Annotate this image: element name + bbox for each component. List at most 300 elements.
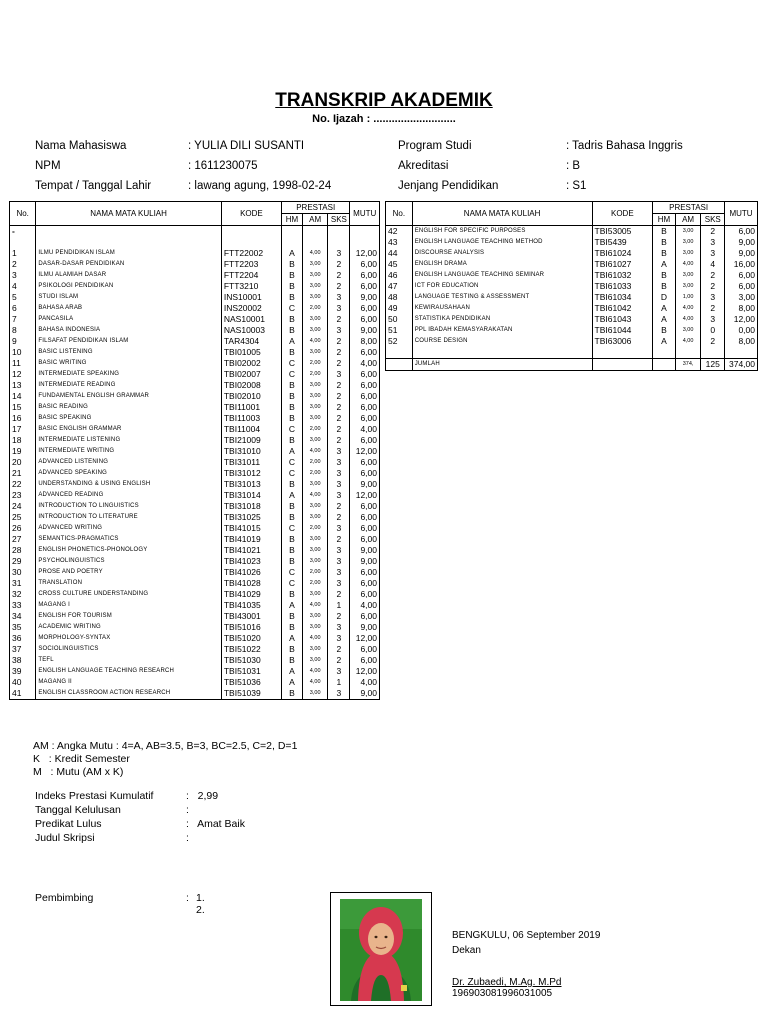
cell-kode: TBI11004 xyxy=(221,424,281,435)
skripsi-label: Judul Skripsi xyxy=(35,832,95,844)
cell-hm: B xyxy=(281,402,302,413)
cell-sks: 3 xyxy=(328,578,350,589)
cell-no: 38 xyxy=(10,655,36,666)
cell-am: 4,00 xyxy=(303,677,328,688)
cell-mutu: 6,00 xyxy=(350,347,380,358)
table-row xyxy=(10,413,380,424)
cell-am: 3,00 xyxy=(303,380,328,391)
cell-kode: TBI43001 xyxy=(221,611,281,622)
cell-sks: 3 xyxy=(328,545,350,556)
cell-nama: SOCIOLINGUISTICS xyxy=(36,644,222,655)
cell-mutu: 8,00 xyxy=(725,336,758,347)
cell-nama: INTERMEDIATE LISTENING xyxy=(36,435,222,446)
cell-mutu: 9,00 xyxy=(725,248,758,259)
col-kode: KODE xyxy=(221,202,281,226)
cell-am: 3,00 xyxy=(303,589,328,600)
lulus-label: Tanggal Kelulusan xyxy=(35,804,121,816)
cell-hm: B xyxy=(281,688,302,700)
table-row xyxy=(10,622,380,633)
table-row xyxy=(10,501,380,512)
cell-kode: TBI41028 xyxy=(221,578,281,589)
cell-kode: TBI31010 xyxy=(221,446,281,457)
cell-kode: TBI31011 xyxy=(221,457,281,468)
cell-nama: PSYCHOLINGUISTICS xyxy=(36,556,222,567)
col-sks: SKS xyxy=(701,214,725,226)
cell-am: 3,00 xyxy=(303,534,328,545)
jumlah-sks: 125 xyxy=(701,359,725,371)
cell-nama: STATISTIKA PENDIDIKAN xyxy=(412,314,592,325)
npm-value: : 1611230075 xyxy=(188,160,258,172)
lulus-value: : xyxy=(186,804,189,816)
cell-kode: TBI11003 xyxy=(221,413,281,424)
cell-hm: A xyxy=(281,490,302,501)
cell-mutu: 6,00 xyxy=(725,281,758,292)
cell-nama: MAGANG II xyxy=(36,677,222,688)
cell-kode: TBI02008 xyxy=(221,380,281,391)
cell-mutu: 6,00 xyxy=(350,391,380,402)
cell-nama: ILMU ALAMIAH DASAR xyxy=(36,270,222,281)
cell-nama: INTERMEDIATE READING xyxy=(36,380,222,391)
cell-no: 45 xyxy=(386,259,413,270)
cell-no: 51 xyxy=(386,325,413,336)
cell-hm: B xyxy=(281,501,302,512)
cell-kode: TBI51039 xyxy=(221,688,281,700)
cell-mutu: 9,00 xyxy=(350,292,380,303)
cell-sks: 2 xyxy=(328,589,350,600)
cell-nama: MAGANG I xyxy=(36,600,222,611)
jumlah-label: JUMLAH xyxy=(412,359,592,371)
cell-nama: ACADEMIC WRITING xyxy=(36,622,222,633)
cell-sks: 2 xyxy=(701,270,725,281)
prodi-label: Program Studi xyxy=(398,140,472,152)
cell-kode: TBI41015 xyxy=(221,523,281,534)
cell-am: 3,00 xyxy=(303,611,328,622)
cell-nama: ENGLISH LANGUAGE TEACHING METHOD xyxy=(412,237,592,248)
cell-mutu: 6,00 xyxy=(725,270,758,281)
cell-nama: BAHASA ARAB xyxy=(36,303,222,314)
cell-no: 12 xyxy=(10,369,36,380)
cell-sks: 2 xyxy=(701,226,725,238)
cell-nama: ENGLISH DRAMA xyxy=(412,259,592,270)
col-am: AM xyxy=(675,214,701,226)
cell-no: 42 xyxy=(386,226,413,238)
table-row xyxy=(386,237,758,248)
table-row xyxy=(386,248,758,259)
cell-hm: B xyxy=(281,391,302,402)
table-row xyxy=(386,336,758,347)
cell-nama: LANGUAGE TESTING & ASSESSMENT xyxy=(412,292,592,303)
cell-sks: 2 xyxy=(328,281,350,292)
blank-row xyxy=(386,347,758,359)
table-row xyxy=(10,556,380,567)
cell-mutu: 9,00 xyxy=(350,688,380,700)
cell-kode: TBI41026 xyxy=(221,567,281,578)
cell-kode: NAS10003 xyxy=(221,325,281,336)
cell-sks: 1 xyxy=(328,600,350,611)
cell-no: 48 xyxy=(386,292,413,303)
sign-nip: 196903081996031005 xyxy=(452,988,553,999)
cell-no: 40 xyxy=(10,677,36,688)
cell-nama: ENGLISH CLASSROOM ACTION RESEARCH xyxy=(36,688,222,700)
table-row xyxy=(10,666,380,677)
table-row xyxy=(10,314,380,325)
cell-hm: A xyxy=(281,446,302,457)
cell-no: 41 xyxy=(10,688,36,700)
ijazah-number: No. Ijazah : ........................... xyxy=(312,113,456,125)
col-nama: NAMA MATA KULIAH xyxy=(412,202,592,226)
jumlah-row xyxy=(386,359,758,371)
cell-kode: TBI61024 xyxy=(592,248,653,259)
cell-mutu: 6,00 xyxy=(350,578,380,589)
cell-am: 4,00 xyxy=(303,336,328,347)
cell-no: 49 xyxy=(386,303,413,314)
cell-no: 16 xyxy=(10,413,36,424)
cell-sks: 3 xyxy=(328,567,350,578)
cell-nama: ENGLISH LANGUAGE TEACHING RESEARCH xyxy=(36,666,222,677)
cell-mutu: 12,00 xyxy=(350,446,380,457)
table-row xyxy=(10,688,380,700)
cell-hm: B xyxy=(281,314,302,325)
table-row xyxy=(10,523,380,534)
skripsi-value: : xyxy=(186,832,189,844)
cell-kode: TBI61027 xyxy=(592,259,653,270)
legend-m: M : Mutu (AM x K) xyxy=(33,766,124,778)
cell-no: 13 xyxy=(10,380,36,391)
cell-am: 2,00 xyxy=(303,567,328,578)
pembimbing-label: Pembimbing xyxy=(35,892,94,904)
cell-am: 3,00 xyxy=(303,259,328,270)
sign-place-date: BENGKULU, 06 September 2019 xyxy=(452,930,601,941)
cell-am: 2,00 xyxy=(303,358,328,369)
cell-no: 2 xyxy=(10,259,36,270)
akreditasi-value: : B xyxy=(566,160,581,172)
cell-sks: 2 xyxy=(328,358,350,369)
cell-nama: PROSE AND POETRY xyxy=(36,567,222,578)
cell-mutu: 6,00 xyxy=(725,226,758,238)
cell-am: 3,00 xyxy=(303,347,328,358)
cell-no: 36 xyxy=(10,633,36,644)
cell-hm: B xyxy=(281,545,302,556)
cell-sks: 2 xyxy=(701,336,725,347)
cell-am: 2,00 xyxy=(303,578,328,589)
cell-sks: 2 xyxy=(701,303,725,314)
cell-hm: B xyxy=(281,435,302,446)
cell-nama: ENGLISH LANGUAGE TEACHING SEMINAR xyxy=(412,270,592,281)
cell-no: 18 xyxy=(10,435,36,446)
cell-sks: 0 xyxy=(701,325,725,336)
cell-am: 3,00 xyxy=(303,556,328,567)
cell-hm: A xyxy=(281,633,302,644)
cell-no: 29 xyxy=(10,556,36,567)
table-row xyxy=(386,292,758,303)
cell-mutu: 6,00 xyxy=(350,512,380,523)
student-photo xyxy=(331,893,431,1005)
cell-nama: PPL IBADAH KEMASYARAKATAN xyxy=(412,325,592,336)
col-prestasi: PRESTASI xyxy=(281,202,350,214)
cell-nama: INTERMEDIATE SPEAKING xyxy=(36,369,222,380)
table-row xyxy=(10,468,380,479)
cell-mutu: 9,00 xyxy=(350,556,380,567)
cell-hm: B xyxy=(281,622,302,633)
table-row xyxy=(10,677,380,688)
cell-sks: 2 xyxy=(328,270,350,281)
cell-sks: 3 xyxy=(701,237,725,248)
cell-am: 4,00 xyxy=(303,600,328,611)
cell-kode: TBI02002 xyxy=(221,358,281,369)
cell-am: 4,00 xyxy=(303,490,328,501)
cell-nama: MORPHOLOGY-SYNTAX xyxy=(36,633,222,644)
cell-hm: C xyxy=(281,424,302,435)
cell-mutu: 6,00 xyxy=(350,644,380,655)
cell-sks: 3 xyxy=(328,248,350,259)
table-row xyxy=(10,578,380,589)
table-row xyxy=(10,380,380,391)
cell-kode: TBI61044 xyxy=(592,325,653,336)
cell-sks: 3 xyxy=(328,468,350,479)
cell-nama: ENGLISH PHONETICS-PHONOLOGY xyxy=(36,545,222,556)
cell-am: 3,00 xyxy=(303,435,328,446)
table-row xyxy=(10,600,380,611)
table-row xyxy=(386,325,758,336)
cell-nama: COURSE DESIGN xyxy=(412,336,592,347)
table-row xyxy=(10,435,380,446)
predikat-label: Predikat Lulus xyxy=(35,818,102,830)
cell-nama: SEMANTICS-PRAGMATICS xyxy=(36,534,222,545)
cell-hm: D xyxy=(653,292,676,303)
cell-mutu: 3,00 xyxy=(725,292,758,303)
table-row xyxy=(10,402,380,413)
legend-k: K : Kredit Semester xyxy=(33,753,130,765)
table-row xyxy=(386,314,758,325)
cell-mutu: 6,00 xyxy=(350,314,380,325)
cell-am: 1,00 xyxy=(675,292,701,303)
cell-kode: TBI51030 xyxy=(221,655,281,666)
npm-label: NPM xyxy=(35,160,61,172)
cell-sks: 2 xyxy=(328,501,350,512)
cell-nama: DISCOURSE ANALYSIS xyxy=(412,248,592,259)
cell-mutu: 6,00 xyxy=(350,380,380,391)
cell-mutu: 16,00 xyxy=(725,259,758,270)
ttl-value: : lawang agung, 1998-02-24 xyxy=(188,180,332,192)
cell-hm: B xyxy=(653,281,676,292)
cell-no: 52 xyxy=(386,336,413,347)
cell-am: 4,00 xyxy=(303,666,328,677)
transcript-table-left xyxy=(9,201,380,700)
cell-kode: TBI51036 xyxy=(221,677,281,688)
col-prestasi: PRESTASI xyxy=(653,202,725,214)
cell-am: 4,00 xyxy=(303,633,328,644)
cell-sks: 2 xyxy=(701,281,725,292)
cell-mutu: 12,00 xyxy=(350,666,380,677)
cell-sks: 3 xyxy=(701,292,725,303)
nama-value: : YULIA DILI SUSANTI xyxy=(188,140,305,152)
cell-hm: B xyxy=(281,270,302,281)
cell-sks: 3 xyxy=(328,446,350,457)
table-row xyxy=(10,644,380,655)
cell-hm: B xyxy=(281,611,302,622)
table-row xyxy=(10,567,380,578)
cell-am: 3,00 xyxy=(303,622,328,633)
cell-mutu: 6,00 xyxy=(350,611,380,622)
cell-mutu: 6,00 xyxy=(350,523,380,534)
cell-no: 30 xyxy=(10,567,36,578)
table-row xyxy=(10,336,380,347)
cell-hm: C xyxy=(281,358,302,369)
cell-am: 3,00 xyxy=(303,512,328,523)
cell-nama: FILSAFAT PENDIDIKAN ISLAM xyxy=(36,336,222,347)
table-row xyxy=(10,457,380,468)
cell-kode: TBI31012 xyxy=(221,468,281,479)
cell-no: 28 xyxy=(10,545,36,556)
transcript-table-right xyxy=(385,201,758,371)
cell-am: 3,00 xyxy=(303,314,328,325)
cell-am: 3,00 xyxy=(303,688,328,700)
table-row xyxy=(10,270,380,281)
cell-mutu: 6,00 xyxy=(350,281,380,292)
cell-hm: B xyxy=(653,325,676,336)
cell-mutu: 6,00 xyxy=(350,534,380,545)
cell-nama: KEWIRAUSAHAAN xyxy=(412,303,592,314)
cell-mutu: 9,00 xyxy=(350,545,380,556)
col-mutu: MUTU xyxy=(725,202,758,226)
cell-hm: B xyxy=(281,325,302,336)
cell-nama: BASIC SPEAKING xyxy=(36,413,222,424)
cell-no: 26 xyxy=(10,523,36,534)
cell-sks: 3 xyxy=(328,369,350,380)
cell-sks: 3 xyxy=(328,688,350,700)
cell-nama: ADVANCED SPEAKING xyxy=(36,468,222,479)
cell-no: 20 xyxy=(10,457,36,468)
sign-name: Dr. Zubaedi, M.Ag. M.Pd xyxy=(452,977,562,988)
col-kode: KODE xyxy=(592,202,653,226)
cell-sks: 2 xyxy=(328,512,350,523)
cell-nama: STUDI ISLAM xyxy=(36,292,222,303)
table-row xyxy=(10,655,380,666)
cell-nama: ENGLISH FOR SPECIFIC PURPOSES xyxy=(412,226,592,238)
cell-mutu: 9,00 xyxy=(350,479,380,490)
cell-am: 3,00 xyxy=(303,501,328,512)
cell-hm: B xyxy=(281,281,302,292)
cell-hm: A xyxy=(653,314,676,325)
cell-no: 8 xyxy=(10,325,36,336)
table-row xyxy=(10,369,380,380)
cell-mutu: 6,00 xyxy=(350,303,380,314)
table-row xyxy=(10,446,380,457)
cell-no: 11 xyxy=(10,358,36,369)
table-row xyxy=(10,633,380,644)
cell-kode: TBI02007 xyxy=(221,369,281,380)
table-row xyxy=(10,391,380,402)
cell-am: 3,00 xyxy=(675,226,701,238)
table-row xyxy=(10,303,380,314)
table-row xyxy=(386,281,758,292)
cell-nama: INTRODUCTION TO LITERATURE xyxy=(36,512,222,523)
cell-no: 25 xyxy=(10,512,36,523)
cell-sks: 2 xyxy=(328,611,350,622)
cell-no: 39 xyxy=(10,666,36,677)
cell-am: 3,00 xyxy=(303,292,328,303)
table-row xyxy=(10,325,380,336)
cell-no: 6 xyxy=(10,303,36,314)
cell-nama: DASAR-DASAR PENDIDIKAN xyxy=(36,259,222,270)
cell-no: 24 xyxy=(10,501,36,512)
cell-mutu: 6,00 xyxy=(350,270,380,281)
cell-kode: TBI61033 xyxy=(592,281,653,292)
cell-no: 7 xyxy=(10,314,36,325)
cell-hm: C xyxy=(281,523,302,534)
cell-no: 35 xyxy=(10,622,36,633)
cell-sks: 3 xyxy=(328,457,350,468)
cell-kode: TBI21009 xyxy=(221,435,281,446)
cell-nama: PANCASILA xyxy=(36,314,222,325)
cell-sks: 3 xyxy=(701,248,725,259)
cell-kode: FTT2203 xyxy=(221,259,281,270)
cell-am: 3,00 xyxy=(303,325,328,336)
cell-mutu: 6,00 xyxy=(350,468,380,479)
cell-hm: A xyxy=(653,336,676,347)
cell-hm: A xyxy=(281,666,302,677)
cell-kode: FTT3210 xyxy=(221,281,281,292)
cell-mutu: 6,00 xyxy=(350,501,380,512)
legend-am: AM : Angka Mutu : 4=A, AB=3.5, B=3, BC=2.5, C=2, D=1 xyxy=(33,740,298,752)
cell-hm: C xyxy=(281,369,302,380)
cell-hm: B xyxy=(653,270,676,281)
cell-sks: 4 xyxy=(701,259,725,270)
col-hm: HM xyxy=(281,214,302,226)
cell-am: 4,00 xyxy=(675,303,701,314)
table-row xyxy=(10,259,380,270)
cell-kode: TBI41029 xyxy=(221,589,281,600)
table-row xyxy=(10,534,380,545)
cell-am: 3,00 xyxy=(303,391,328,402)
cell-kode: FTT2204 xyxy=(221,270,281,281)
cell-kode: TBI41023 xyxy=(221,556,281,567)
cell-no: 23 xyxy=(10,490,36,501)
cell-sks: 2 xyxy=(328,655,350,666)
cell-kode: TBI31014 xyxy=(221,490,281,501)
empty-cell xyxy=(592,359,653,371)
cell-nama: BASIC WRITING xyxy=(36,358,222,369)
cell-am: 2,00 xyxy=(303,457,328,468)
cell-am: 2,00 xyxy=(303,468,328,479)
cell-mutu: 4,00 xyxy=(350,424,380,435)
cell-no: 22 xyxy=(10,479,36,490)
cell-sks: 2 xyxy=(328,413,350,424)
cell-no: 19 xyxy=(10,446,36,457)
cell-am: 4,00 xyxy=(303,446,328,457)
cell-nama: INTRODUCTION TO LINGUISTICS xyxy=(36,501,222,512)
cell-am: 3,00 xyxy=(303,402,328,413)
akreditasi-label: Akreditasi xyxy=(398,160,449,172)
jenjang-value: : S1 xyxy=(566,180,587,192)
cell-mutu: 9,00 xyxy=(350,622,380,633)
cell-nama: FUNDAMENTAL ENGLISH GRAMMAR xyxy=(36,391,222,402)
table-row xyxy=(10,545,380,556)
ipk-label: Indeks Prestasi Kumulatif xyxy=(35,790,154,802)
cell-kode: TBI41035 xyxy=(221,600,281,611)
table-row xyxy=(10,490,380,501)
jumlah-am: 374, xyxy=(675,359,701,371)
cell-am: 3,00 xyxy=(675,325,701,336)
cell-hm: B xyxy=(281,413,302,424)
page-title: TRANSKRIP AKADEMIK xyxy=(275,90,493,111)
cell-kode: TBI02010 xyxy=(221,391,281,402)
cell-am: 3,00 xyxy=(303,545,328,556)
cell-sks: 3 xyxy=(328,556,350,567)
cell-hm: B xyxy=(653,237,676,248)
cell-am: 3,00 xyxy=(303,281,328,292)
cell-nama: BASIC READING xyxy=(36,402,222,413)
